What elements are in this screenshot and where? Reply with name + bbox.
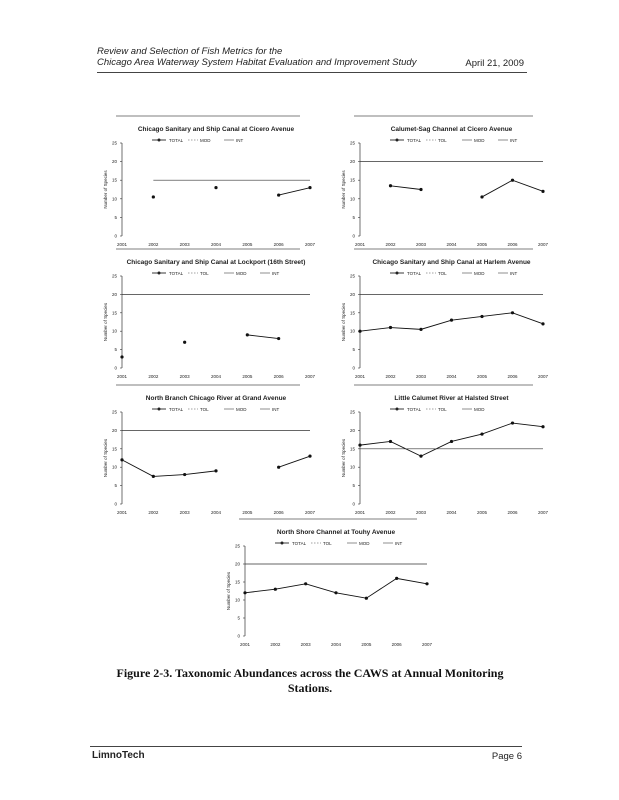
legend-marker-total (158, 408, 161, 411)
data-point (183, 473, 186, 476)
data-point (304, 582, 307, 585)
x-tick-label: 2003 (415, 242, 427, 247)
legend-label: INT (395, 541, 403, 546)
legend-label: INT (272, 271, 280, 276)
x-tick-label: 2006 (391, 642, 402, 647)
legend-label: TOTAL (407, 271, 422, 276)
series-total (389, 179, 545, 199)
legend-marker-total (158, 139, 161, 142)
x-tick-label: 2004 (446, 510, 457, 515)
data-point (389, 440, 392, 443)
x-tick-label: 2003 (415, 510, 427, 515)
y-tick-label: 0 (352, 365, 355, 371)
legend-label: TOL (438, 271, 447, 276)
x-tick-label: 2001 (116, 374, 128, 379)
data-point (277, 193, 280, 196)
footer-company: LimnoTech (92, 750, 145, 761)
y-axis-label: Number of Species (341, 438, 346, 478)
x-tick-label: 2006 (273, 510, 284, 515)
y-tick-label: 10 (349, 328, 355, 334)
legend-marker-total (396, 272, 399, 275)
y-tick-label: 10 (349, 196, 355, 202)
data-point (214, 469, 217, 472)
x-tick-label: 2006 (507, 510, 518, 515)
caption-line-2: Stations. (287, 681, 333, 695)
x-tick-label: 2005 (242, 242, 253, 247)
legend-label: TOTAL (169, 407, 184, 412)
data-point (246, 333, 249, 336)
chart-6 (341, 385, 549, 515)
y-axis-label: Number of Species (103, 302, 108, 342)
x-tick-label: 2001 (354, 510, 366, 515)
y-tick-label: 25 (111, 140, 117, 146)
y-tick-label: 20 (349, 159, 355, 165)
data-point (120, 458, 123, 461)
y-tick-label: 15 (111, 310, 117, 316)
legend-label: MOD (236, 271, 247, 276)
legend-marker-total (396, 408, 399, 411)
x-tick-label: 2001 (239, 642, 251, 647)
y-tick-label: 10 (349, 464, 355, 470)
y-axis-label: Number of Species (226, 571, 231, 611)
data-point (334, 591, 337, 594)
caption-line-1: Figure 2-3. Taxonomic Abundances across the CAWS at Annual Monitoring (116, 666, 504, 680)
data-point (480, 195, 483, 198)
footer-page-number: Page 6 (491, 751, 522, 762)
y-tick-label: 0 (352, 501, 355, 507)
legend-label: MOD (474, 407, 485, 412)
y-axis-label: Number of Species (341, 170, 346, 209)
chart-title: Chicago Sanitary and Ship Canal at Lockport (16th Street) (126, 259, 306, 266)
chart-legend (390, 271, 518, 276)
x-tick-label: 2006 (507, 242, 518, 247)
y-tick-label: 25 (349, 409, 355, 415)
x-tick-label: 2002 (385, 510, 396, 515)
x-tick-label: 2003 (179, 510, 190, 515)
y-tick-label: 5 (114, 214, 117, 220)
series-total (120, 333, 280, 358)
legend-label: MOD (200, 138, 211, 143)
data-point (511, 421, 514, 424)
chart-title: North Shore Channel at Touhy Avenue (276, 529, 396, 536)
series-line-total (245, 578, 427, 598)
y-tick-label: 0 (352, 233, 355, 239)
y-tick-label: 5 (352, 214, 355, 220)
header-line-2: Chicago Area Waterway System Habitat Evaluation and Improvement Study (97, 57, 417, 68)
legend-label: INT (236, 138, 244, 143)
chart-2 (341, 116, 549, 247)
footer-rule (90, 746, 522, 747)
chart-1 (103, 116, 316, 247)
data-point (541, 425, 544, 428)
x-tick-label: 2002 (148, 374, 159, 379)
series-line-total (247, 335, 278, 339)
x-tick-label: 2002 (385, 242, 396, 247)
data-point (419, 328, 422, 331)
data-point (480, 432, 483, 435)
chart-title: Little Calumet River at Halsted Street (394, 395, 509, 402)
chart-legend (275, 541, 403, 546)
y-tick-label: 25 (234, 543, 240, 549)
series-line-total (391, 186, 422, 190)
y-axis-label: Number of Species (103, 170, 108, 209)
y-tick-label: 15 (349, 177, 355, 183)
y-tick-label: 0 (114, 233, 117, 239)
x-tick-label: 2003 (300, 642, 311, 647)
series-total (152, 186, 312, 199)
chart-title: Chicago Sanitary and Ship Canal at Cicero Avenue (137, 126, 295, 133)
x-tick-label: 2001 (116, 510, 128, 515)
y-tick-label: 20 (111, 427, 117, 433)
series-line-total (482, 180, 543, 197)
data-point (308, 186, 311, 189)
y-tick-label: 25 (349, 140, 355, 146)
y-tick-label: 0 (114, 365, 117, 371)
chart-7 (226, 519, 433, 647)
legend-marker-total (396, 139, 399, 142)
legend-label: INT (510, 138, 518, 143)
data-point (541, 190, 544, 193)
chart-legend (152, 407, 280, 412)
header-line-1: Review and Selection of Fish Metrics for the (97, 46, 283, 57)
legend-label: TOTAL (169, 138, 184, 143)
data-point (541, 322, 544, 325)
x-tick-label: 2006 (273, 374, 284, 379)
chart-legend (390, 407, 485, 412)
x-tick-label: 2002 (148, 510, 159, 515)
y-tick-label: 15 (234, 579, 240, 585)
chart-5 (103, 385, 316, 515)
data-point (214, 186, 217, 189)
x-tick-label: 2003 (415, 374, 427, 379)
legend-label: TOTAL (407, 407, 422, 412)
y-tick-label: 20 (234, 561, 240, 567)
header-date: April 21, 2009 (465, 58, 524, 69)
series-total (120, 455, 311, 478)
legend-label: TOTAL (292, 541, 307, 546)
data-point (425, 582, 428, 585)
chart-legend (152, 271, 280, 276)
data-point (480, 315, 483, 318)
data-point (358, 444, 361, 447)
data-point (450, 440, 453, 443)
x-tick-label: 2003 (179, 374, 190, 379)
y-tick-label: 20 (111, 159, 117, 165)
x-tick-label: 2006 (273, 242, 284, 247)
data-point (183, 341, 186, 344)
data-point (419, 188, 422, 191)
y-tick-label: 5 (352, 483, 355, 489)
y-tick-label: 5 (114, 483, 117, 489)
x-tick-label: 2001 (116, 242, 128, 247)
legend-label: MOD (236, 407, 247, 412)
data-point (419, 455, 422, 458)
data-point (511, 179, 514, 182)
x-tick-label: 2005 (361, 642, 372, 647)
y-tick-label: 25 (111, 409, 117, 415)
y-tick-label: 20 (349, 427, 355, 433)
x-tick-label: 2007 (537, 510, 549, 515)
x-tick-label: 2005 (242, 374, 253, 379)
x-tick-label: 2004 (446, 242, 457, 247)
data-point (308, 455, 311, 458)
x-tick-label: 2002 (385, 374, 396, 379)
series-total (243, 577, 428, 600)
series-line-total (360, 313, 543, 331)
chart-title: North Branch Chicago River at Grand Avenue (145, 395, 287, 402)
x-tick-label: 2005 (476, 242, 488, 247)
chart-title: Chicago Sanitary and Ship Canal at Harlem Avenue (372, 259, 531, 266)
y-tick-label: 0 (237, 633, 240, 639)
data-point (243, 591, 246, 594)
data-point (511, 311, 514, 314)
y-tick-label: 5 (352, 347, 355, 353)
data-point (365, 597, 368, 600)
figure-caption (100, 666, 520, 696)
x-tick-label: 2004 (210, 374, 222, 379)
series-total (358, 311, 544, 333)
x-tick-label: 2003 (179, 242, 190, 247)
y-tick-label: 10 (111, 328, 117, 334)
y-tick-label: 5 (237, 615, 240, 621)
legend-label: TOTAL (407, 138, 422, 143)
series-line-total (360, 423, 543, 456)
x-tick-label: 2007 (537, 242, 549, 247)
y-tick-label: 15 (111, 177, 117, 183)
y-tick-label: 20 (111, 291, 117, 297)
x-tick-label: 2005 (242, 510, 253, 515)
x-tick-label: 2007 (304, 510, 316, 515)
legend-label: TOL (323, 541, 332, 546)
x-tick-label: 2002 (270, 642, 281, 647)
data-point (395, 577, 398, 580)
x-tick-label: 2005 (476, 510, 488, 515)
series-line-total (279, 188, 310, 195)
x-tick-label: 2002 (148, 242, 159, 247)
legend-label: INT (510, 271, 518, 276)
data-point (450, 319, 453, 322)
data-point (389, 184, 392, 187)
x-tick-label: 2007 (537, 374, 549, 379)
y-tick-label: 20 (349, 291, 355, 297)
y-tick-label: 25 (111, 273, 117, 279)
y-tick-label: 10 (111, 196, 117, 202)
legend-label: TOTAL (169, 271, 184, 276)
series-total (358, 421, 544, 457)
legend-label: MOD (359, 541, 370, 546)
x-tick-label: 2004 (210, 242, 222, 247)
x-tick-label: 2001 (354, 242, 366, 247)
legend-marker-total (158, 272, 161, 275)
y-tick-label: 10 (111, 464, 117, 470)
y-tick-label: 15 (111, 446, 117, 452)
y-tick-label: 25 (349, 273, 355, 279)
x-tick-label: 2001 (354, 374, 366, 379)
y-axis-label: Number of Species (103, 438, 108, 478)
x-tick-label: 2006 (507, 374, 518, 379)
chart-legend (152, 138, 244, 143)
chart-4 (341, 249, 549, 379)
x-tick-label: 2005 (476, 374, 488, 379)
data-point (277, 337, 280, 340)
data-point (277, 466, 280, 469)
series-line-total (279, 456, 310, 467)
x-tick-label: 2004 (210, 510, 222, 515)
y-tick-label: 15 (349, 310, 355, 316)
legend-label: TOL (200, 271, 209, 276)
chart-title: Calumet-Sag Channel at Cicero Avenue (390, 126, 513, 133)
y-tick-label: 5 (114, 347, 117, 353)
data-point (152, 195, 155, 198)
legend-label: INT (272, 407, 280, 412)
y-tick-label: 10 (234, 597, 240, 603)
y-tick-label: 15 (349, 446, 355, 452)
legend-label: MOD (474, 138, 485, 143)
legend-label: TOL (438, 407, 447, 412)
series-line-total (122, 460, 216, 477)
y-axis-label: Number of Species (341, 302, 346, 342)
chart-legend (390, 138, 518, 143)
data-point (358, 330, 361, 333)
legend-label: TOL (438, 138, 447, 143)
x-tick-label: 2007 (304, 242, 316, 247)
chart-3 (103, 249, 316, 379)
data-point (274, 588, 277, 591)
legend-marker-total (281, 542, 284, 545)
data-point (120, 355, 123, 358)
x-tick-label: 2007 (304, 374, 316, 379)
legend-label: TOL (200, 407, 209, 412)
y-tick-label: 0 (114, 501, 117, 507)
x-tick-label: 2004 (446, 374, 457, 379)
x-tick-label: 2004 (330, 642, 342, 647)
x-tick-label: 2007 (421, 642, 433, 647)
data-point (389, 326, 392, 329)
legend-label: MOD (474, 271, 485, 276)
data-point (152, 475, 155, 478)
